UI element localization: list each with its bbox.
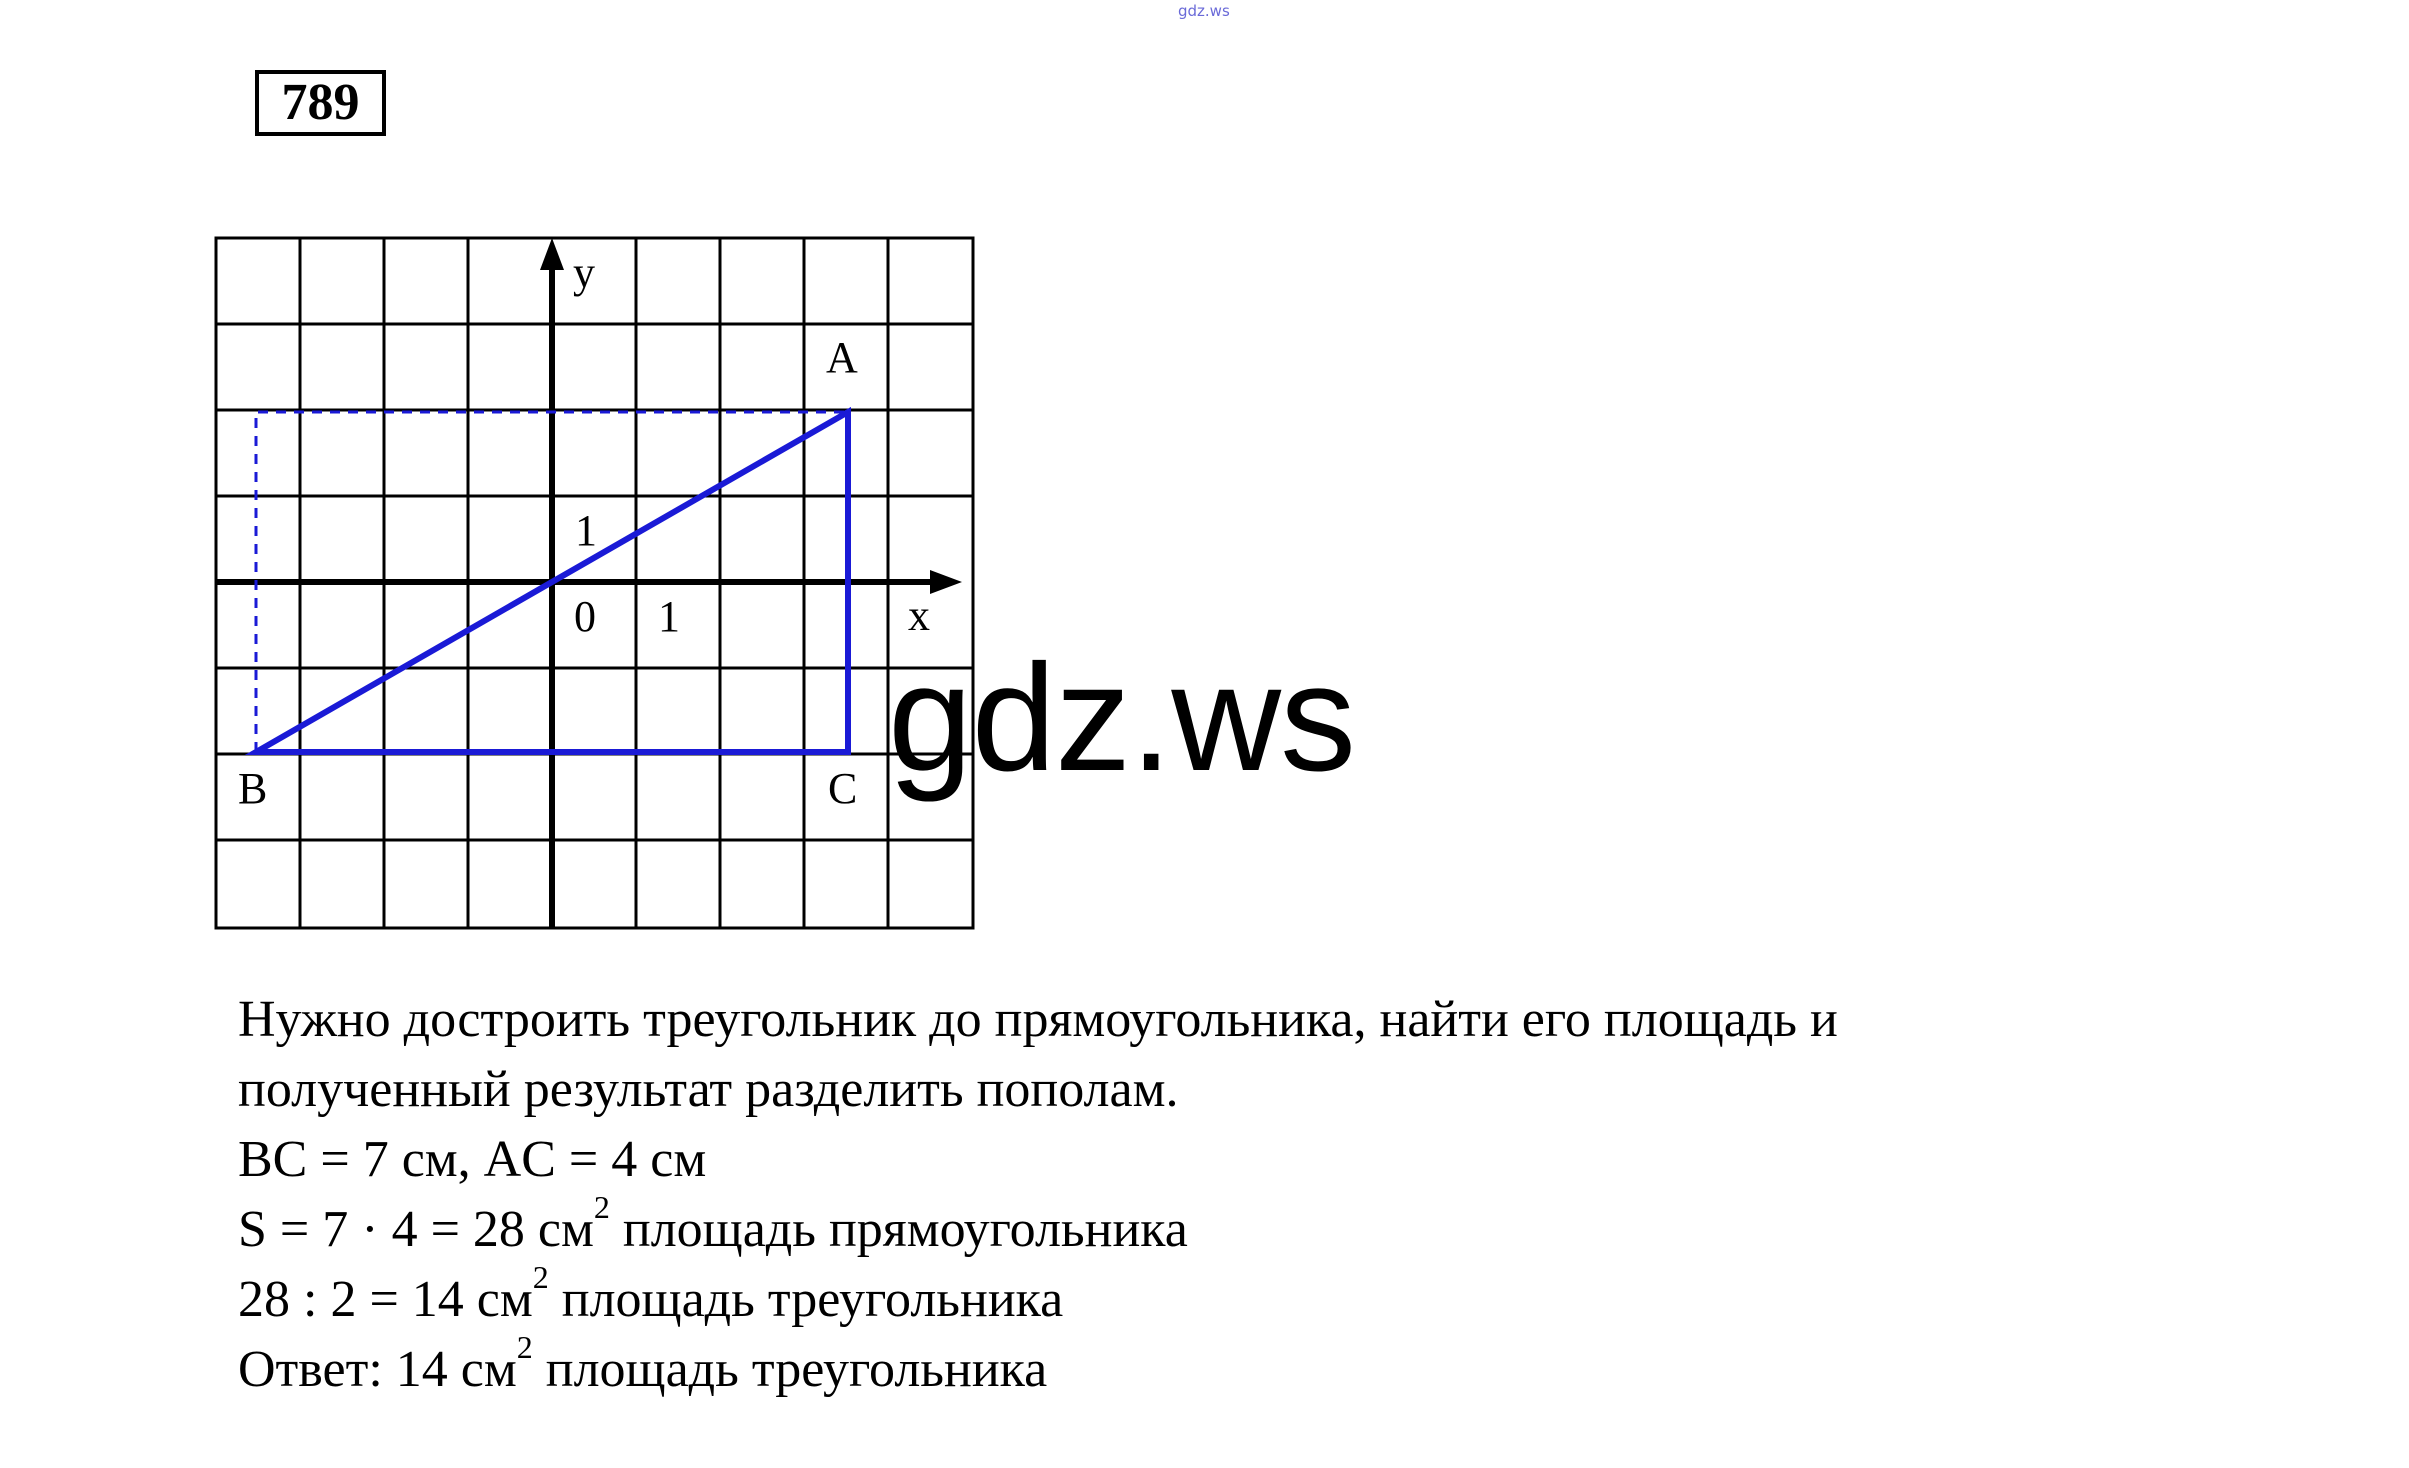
- solution-line: Нужно достроить треугольник до прямоугольника, найти его площадь и: [238, 991, 1838, 1048]
- solution-line: [238, 1189, 2238, 1265]
- top-watermark-text: gdz.ws: [1178, 2, 1230, 20]
- formula-text: S = 7 · 4 = 28 см: [238, 1201, 594, 1258]
- x-axis-arrow: [930, 570, 962, 594]
- formula-caption: площадь прямоугольника: [609, 1201, 1188, 1258]
- point-a-label: A: [826, 333, 858, 382]
- solution-line: BC = 7 см, AC = 4 см: [238, 1131, 707, 1188]
- watermark-logo: gdz.ws: [888, 633, 1356, 803]
- superscript: 2: [593, 1189, 610, 1225]
- x-axis-label: x: [908, 591, 930, 640]
- solution-line: полученный результат разделить пополам.: [238, 1061, 1179, 1118]
- solution-line: [238, 1259, 2238, 1335]
- answer-caption: площадь треугольника: [532, 1341, 1048, 1398]
- y-axis-arrow: [540, 238, 564, 270]
- point-c-label: C: [828, 764, 858, 813]
- solution-text: [238, 985, 2238, 1405]
- problem-number: 789: [255, 70, 386, 136]
- origin-label: 0: [574, 592, 596, 641]
- formula-caption: площадь треугольника: [548, 1271, 1064, 1328]
- formula-text: 28 : 2 = 14 см: [238, 1271, 533, 1328]
- answer-text: Ответ: 14 см: [238, 1341, 517, 1398]
- labels: [238, 248, 930, 813]
- y-unit-label: 1: [575, 506, 597, 555]
- point-b-label: B: [238, 764, 268, 813]
- x-unit-label: 1: [658, 592, 680, 641]
- superscript: 2: [516, 1329, 533, 1365]
- solution-line: [238, 1329, 2238, 1405]
- y-axis-label: y: [573, 248, 595, 297]
- superscript: 2: [532, 1259, 549, 1295]
